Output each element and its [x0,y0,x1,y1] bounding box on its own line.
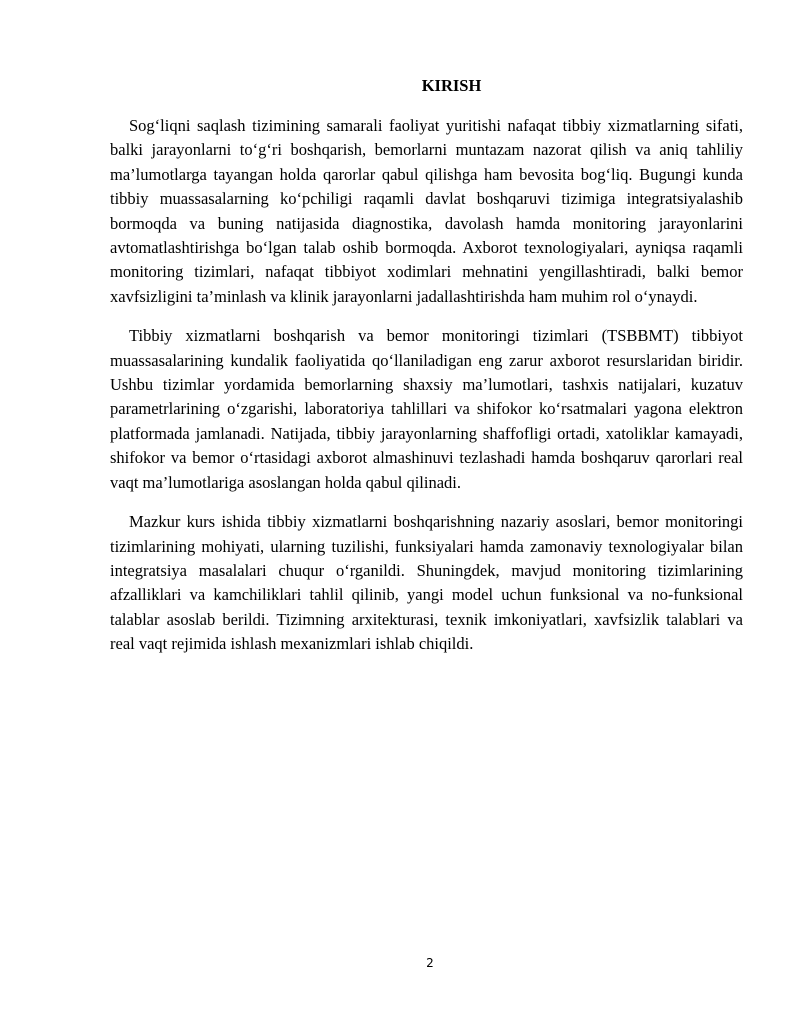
paragraph-1: Sog‘liqni saqlash tizimining samarali faoliyat yuritishi nafaqat tibbiy xizmatlarning sifati, balki jarayonlarni to‘g‘ri boshqarish, bemorlarni muntazam nazorat qilish va aniq tahliliy ma’lumotlarga tayangan holda qarorlar qabul qilishga ham bevosita bog‘liq. Bugungi kunda tibbiy muassasalarning ko‘pchiligi raqamli davlat boshqaruvi tizimiga integratsiyalashib bormoqda va buning natijasida diagnostika, davolash hamda monitoring jarayonlarini avtomatlashtirishga bo‘lgan talab oshib bormoqda. Axborot texnologiyalari, ayniqsa raqamli monitoring tizimlari, nafaqat tibbiyot xodimlari mehnatini yengillashtiradi, balki bemor xavfsizligini ta’minlash va klinik jarayonlarni jadallashtirishda ham muhim rol o‘ynaydi. [110,116,743,306]
section-heading: KIRISH [421,76,482,95]
paragraph-3: Mazkur kurs ishida tibbiy xizmatlarni boshqarishning nazariy asoslari, bemor monitoringi tizimlarining mohiyati, ularning tuzilishi, funksiyalari hamda zamonaviy texnologiyalar bilan integratsiya masalalari chuqur o‘rganildi. Shuningdek, mavjud monitoring tizimlarining afzalliklari va kamchiliklari tahlil qilinib, yangi model uchun funksional va no-funksional talablar asoslab berildi. Tizimning arxitekturasi, texnik imkoniyatlari, xavfsizlik talablari va real vaqt rejimida ishlash mexanizmlari ishlab chiqildi. [110,512,743,654]
paragraph-2: Tibbiy xizmatlarni boshqarish va bemor monitoringi tizimlari (TSBBMT) tibbiyot muassasalarining kundalik faoliyatida qo‘llaniladigan eng zarur axborot resurslaridan biridir. Ushbu tizimlar yordamida bemorlarning shaxsiy ma’lumotlari, tashxis natijalari, kuzatuv parametrlarining o‘zgarishi, laboratoriya tahlillari va shifokor ko‘rsatmalari yagona elektron platformada jamlanadi. Natijada, tibbiy jarayonlarning shaffofligi ortadi, xatoliklar kamayadi, shifokor va bemor o‘rtasidagi axborot almashinuvi tezlashadi hamda boshqaruv qarorlari real vaqt ma’lumotlariga asoslangan holda qabul qilinadi. [110,326,743,492]
page-number: 2 [426,956,434,970]
body-text [110,114,743,672]
